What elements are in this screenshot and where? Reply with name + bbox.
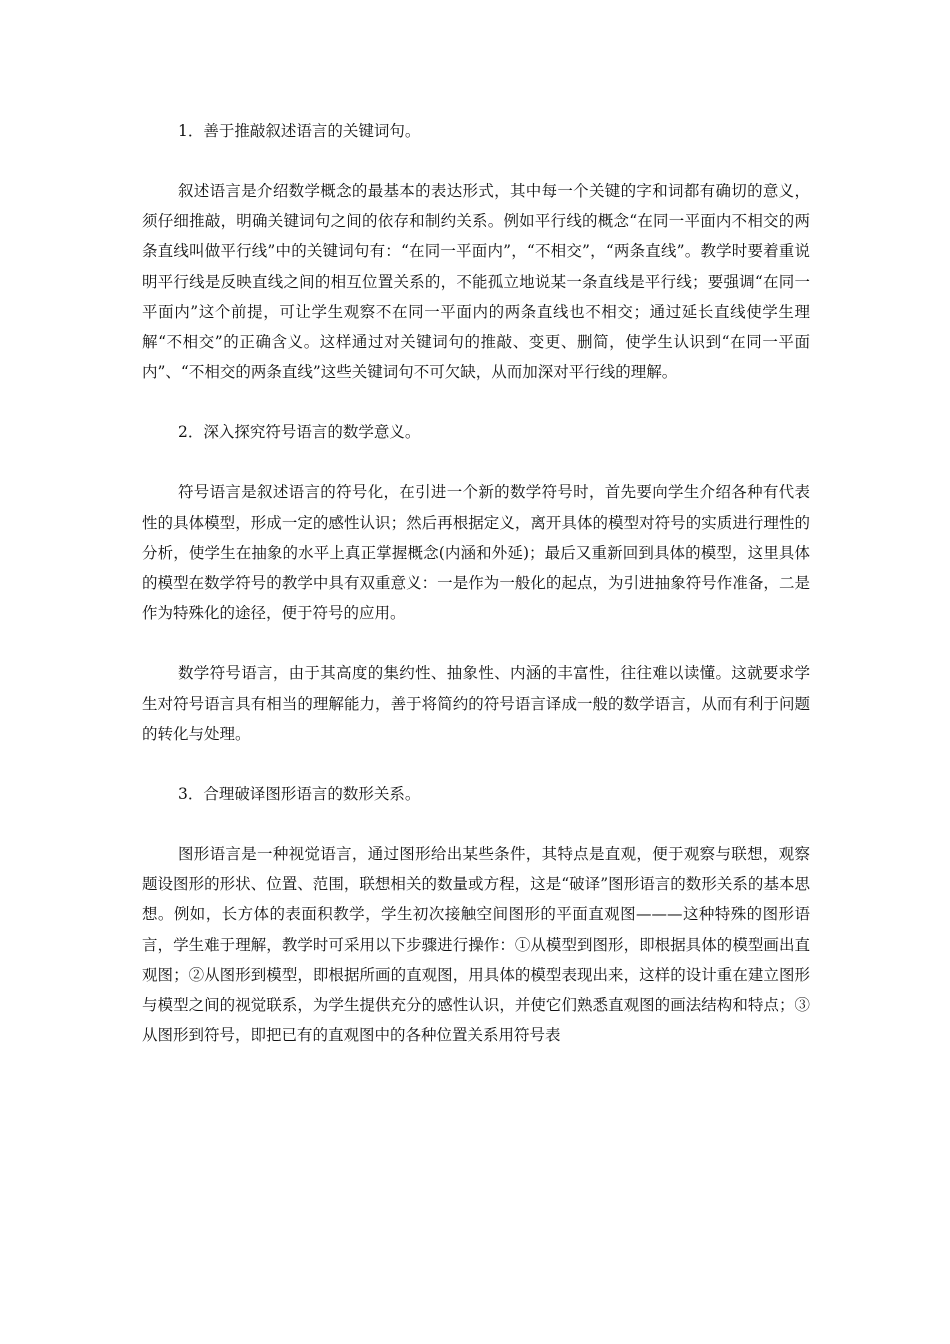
paragraph-math-symbol-language: 数学符号语言，由于其高度的集约性、抽象性、内涵的丰富性，往往难以读懂。这就要求学生对符号语言具有相当的理解能力，善于将简约的符号语言译成一般的数学语言，从而有利于问题的转化与处理。 [142,664,810,743]
spacer [142,146,810,176]
spacer [142,809,810,839]
paragraph-narrative-language: 叙述语言是介绍数学概念的最基本的表达形式，其中每一个关键的字和词都有确切的意义，须仔细推敲，明确关键词句之间的依存和制约关系。例如平行线的概念“在同一平面内不相交的两条直线叫做平行线”中的关键词句有：“在同一平面内”，“不相交”，“两条直线”。教学时要着重说明平行线是反映直线之间的相互位置关系的，不能孤立地说某一条直线是平行线；要强调“在同一平面内”这个前提，可让学生观察不在同一平面内的两条直线也不相交；通过延长直线使学生理解“不相交”的正确含义。这样通过对关键词句的推敲、变更、删简，使学生认识到“在同一平面内”、“不相交的两条直线”这些关键词句不可欠缺，从而加深对平行线的理解。 [142,182,810,382]
paragraph-graphic-language: 图形语言是一种视觉语言，通过图形给出某些条件，其特点是直观，便于观察与联想，观察题设图形的形状、位置、范围，联想相关的数量或方程，这是“破译”图形语言的数形关系的基本思想。例如，长方体的表面积教学，学生初次接触空间图形的平面直观图———这种特殊的图形语言，学生难于理解，教学时可采用以下步骤进行操作：①从模型到图形，即根据具体的模型画出直观图；②从图形到模型，即根据所画的直观图，用具体的模型表现出来，这样的设计重在建立图形与模型之间的视觉联系，为学生提供充分的感性认识，并使它们熟悉直观图的画法结构和特点；③从图形到符号，即把已有的直观图中的各种位置关系用符号表 [142,845,810,1045]
section-heading-2: 2．深入探究符号语言的数学意义。 [178,423,421,442]
spacer [142,628,810,658]
section-heading-3: 3．合理破译图形语言的数形关系。 [178,785,421,804]
document-body [142,116,810,1050]
spacer [142,387,810,417]
spacer [142,749,810,779]
spacer [142,447,810,477]
section-heading-1: 1．善于推敲叙述语言的关键词句。 [178,122,421,140]
paragraph-symbol-language: 符号语言是叙述语言的符号化，在引进一个新的数学符号时，首先要向学生介绍各种有代表性的具体模型，形成一定的感性认识；然后再根据定义，离开具体的模型对符号的实质进行理性的分析，使学生在抽象的水平上真正掌握概念(内涵和外延)；最后又重新回到具体的模型，这里具体的模型在数学符号的教学中具有双重意义：一是作为一般化的起点，为引进抽象符号作准备，二是作为特殊化的途径，便于符号的应用。 [142,483,810,623]
